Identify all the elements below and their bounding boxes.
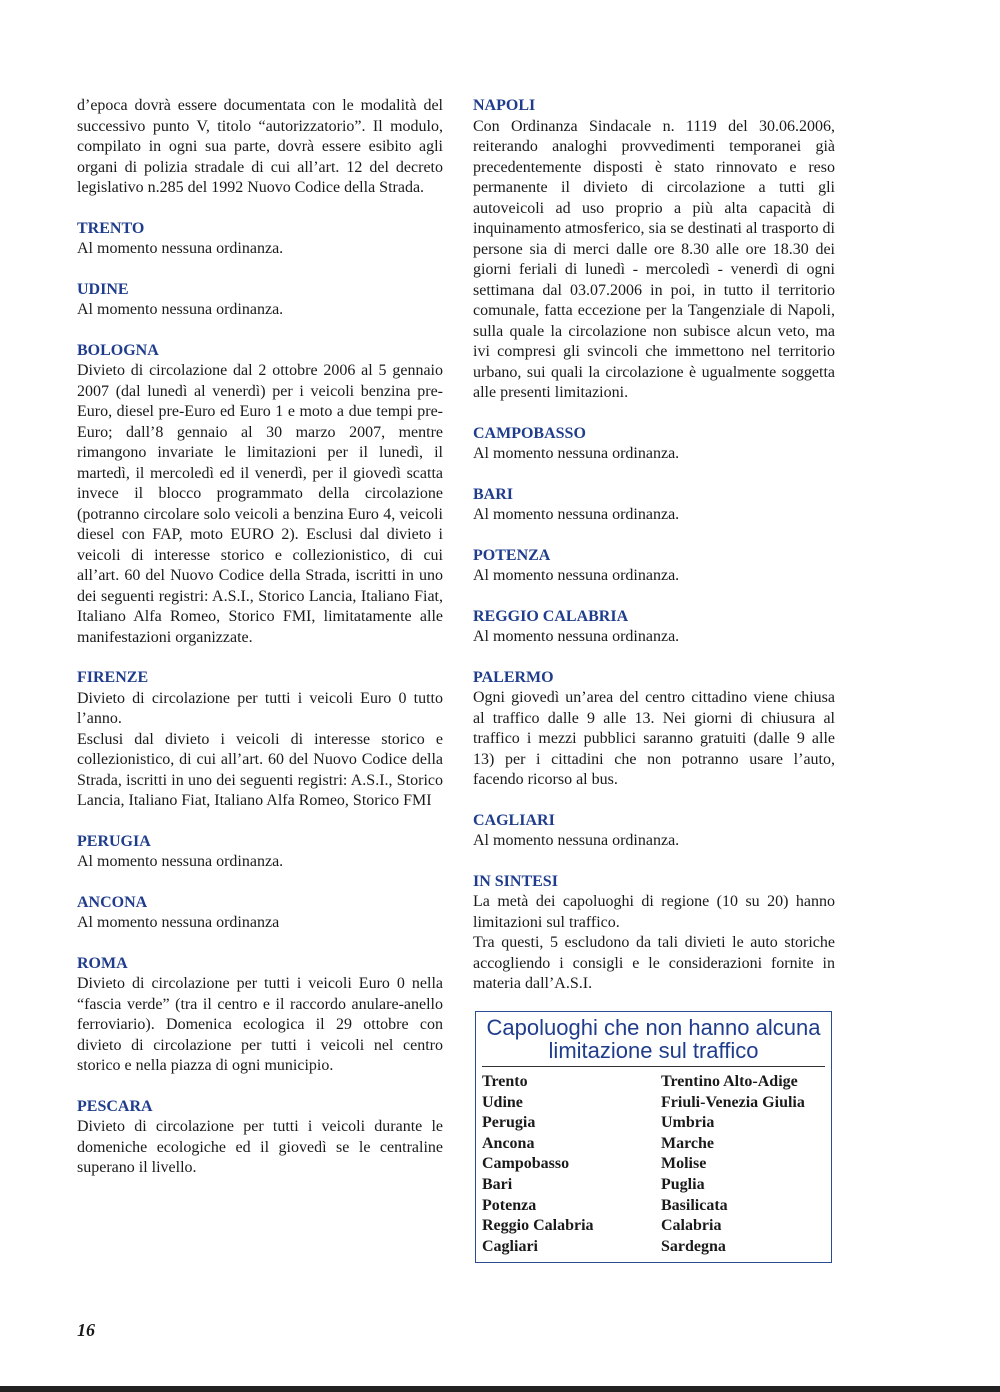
section-heading: UDINE <box>77 280 129 298</box>
section-heading: CAMPOBASSO <box>473 424 586 442</box>
section-heading: BOLOGNA <box>77 341 159 359</box>
summary-box-divider <box>482 1066 825 1067</box>
section-paragraph: Al momento nessuna ordinanza. <box>473 506 680 523</box>
section-in-sintesi <box>473 872 835 995</box>
section-paragraph: Al momento nessuna ordinanza. <box>77 853 284 870</box>
summary-box <box>475 1011 832 1263</box>
section-potenza <box>473 546 835 587</box>
section-heading: NAPOLI <box>473 97 536 114</box>
left-sections <box>77 219 443 1179</box>
summary-region: Molise <box>661 1155 707 1173</box>
section-paragraph: Al momento nessuna ordinanza. <box>473 832 680 849</box>
section-heading: REGGIO CALABRIA <box>473 607 629 625</box>
summary-region: Trentino Alto-Adige <box>661 1073 798 1090</box>
section-paragraph: Al momento nessuna ordinanza. <box>473 567 680 584</box>
summary-city: Perugia <box>482 1114 536 1132</box>
summary-city: Ancona <box>482 1134 535 1152</box>
summary-box-title-line1: Capoluoghi che non hanno alcuna <box>486 1015 821 1040</box>
section-paragraph: Divieto di circolazione per tutti i veicoli Euro 0 nella “fascia verde” (tra il centro e il raccordo anulare-anello ferroviario). Domenica ecologica il 29 ottobre con divieto di circolazione per tutti i veicoli nel centro storico e nella piazza di ogni municipio. <box>77 975 443 1074</box>
section-heading: BARI <box>473 485 514 503</box>
section-paragraph: Al momento nessuna ordinanza <box>77 914 280 931</box>
section-heading: PESCARA <box>77 1097 153 1115</box>
section-paragraph: Al momento nessuna ordinanza. <box>473 628 680 645</box>
section-paragraph: Al momento nessuna ordinanza. <box>473 445 680 462</box>
section-heading: FIRENZE <box>77 669 149 686</box>
section-firenze <box>77 668 443 812</box>
section-bologna <box>77 341 443 649</box>
section-cagliari <box>473 811 835 852</box>
section-paragraph: Ogni giovedì un’area del centro cittadino viene chiusa al traffico dalle 9 alle 13. Nei giorni di chiusura al traffico i mezzi pubblici saranno gratuiti (dalle 9 alle 13) per i cittadini che non potranno usare l’auto, facendo ricorso al bus. <box>473 689 835 788</box>
section-perugia <box>77 832 443 873</box>
summary-region: Basilicata <box>661 1196 728 1214</box>
summary-region: Umbria <box>661 1114 715 1132</box>
section-heading: CAGLIARI <box>473 811 555 829</box>
section-ancona <box>77 893 443 934</box>
section-napoli <box>473 96 835 404</box>
section-paragraph: Divieto di circolazione per tutti i veicoli Euro 0 tutto l’anno. <box>77 689 443 727</box>
left-column <box>77 96 443 1199</box>
section-pescara <box>77 1097 443 1179</box>
section-heading: PALERMO <box>473 668 554 686</box>
summary-city: Reggio Calabria <box>482 1217 594 1235</box>
summary-region: Puglia <box>661 1175 705 1193</box>
right-sections <box>473 96 835 995</box>
right-column <box>473 96 835 1015</box>
section-trento <box>77 219 443 260</box>
section-paragraph: Tra questi, 5 escludono da tali divieti le auto storiche accogliendo i consigli e le considerazioni fornite in materia dall’A.S.I. <box>473 934 835 992</box>
section-heading: ROMA <box>77 954 128 972</box>
summary-region: Friuli-Venezia Giulia <box>661 1093 805 1111</box>
summary-region: Sardegna <box>661 1237 726 1255</box>
section-heading: ANCONA <box>77 893 148 911</box>
section-campobasso <box>473 424 835 465</box>
section-paragraph: Con Ordinanza Sindacale n. 1119 del 30.06.2006, reiterando analoghi provvedimenti temporanei già precedentemente disposti è stato rinnovato e reso permanente il divieto di circolazione a tutti gli autoveicoli ad uso proprio a più alta capacità di inquinamento atmosferico, sia se destinati al trasporto di persone sia di merci dalle ore 8.30 alle ore 18.30 dei giorni feriali di lunedì - mercoledì - venerdì di ogni settimana dal 03.07.2006 in poi, in tutto il territorio comunale, fatta eccezione per la Tangenziale di Napoli, sulla quale la circolazione non subisce alcun veto, ma ivi compresi gli svincoli che immettono nel territorio urbano, sui quali la circolazione è ugualmente soggetta alle presenti limitazioni. <box>473 117 835 401</box>
bottom-border <box>0 1386 1000 1392</box>
summary-city: Cagliari <box>482 1237 538 1255</box>
section-roma <box>77 954 443 1077</box>
section-heading: PERUGIA <box>77 832 151 850</box>
summary-region: Marche <box>661 1134 715 1152</box>
section-palermo <box>473 668 835 791</box>
section-heading: TRENTO <box>77 219 145 237</box>
section-paragraph: La metà dei capoluoghi di regione (10 su 20) hanno limitazioni sul traffico. <box>473 893 835 931</box>
section-udine <box>77 280 443 321</box>
section-paragraph: Al momento nessuna ordinanza. <box>77 240 284 257</box>
summary-city: Bari <box>482 1175 513 1193</box>
section-paragraph: Divieto di circolazione per tutti i veicoli durante le domeniche ecologiche ed il giovedì se le centraline superano il livello. <box>77 1118 443 1176</box>
summary-box-cities <box>482 1072 594 1257</box>
summary-box-title <box>476 1016 831 1062</box>
section-paragraph: Al momento nessuna ordinanza. <box>77 301 284 318</box>
section-paragraph: Esclusi dal divieto i veicoli di interesse storico e collezionistico, di cui all’art. 60 del Nuovo Codice della Strada, iscritti in uno dei seguenti registri: A.S.I., Storico Lancia, Italiano Fiat, Italiano Alfa Romeo, Storico FMI <box>77 730 443 809</box>
summary-box-regions <box>661 1072 805 1257</box>
section-heading: IN SINTESI <box>473 872 558 890</box>
summary-box-title-line2: limitazione sul traffico <box>548 1038 759 1063</box>
section-heading: POTENZA <box>473 546 551 564</box>
section-paragraph: Divieto di circolazione dal 2 ottobre 2006 al 5 gennaio 2007 (dal lunedì al venerdì) per i veicoli benzina pre-Euro, diesel pre-Euro ed Euro 1 e moto a due tempi pre-Euro; dall’8 gennaio al 30 marzo 2007, mentre rimangono invariate le limitazioni per il lunedì, il martedì, il mercoledì ed il venerdì, per il giovedì scatta invece il blocco programmato della circolazione (potranno circolare solo veicoli a benzina Euro 4, veicoli diesel con FAP, moto EURO 2). Esclusi dal divieto i veicoli di interesse storico e collezionistico, di cui all’art. 60 del Nuovo Codice della Strada, iscritti in uno dei seguenti registri: A.S.I., Storico Lancia, Italiano Fiat, Italiano Alfa Romeo, Storico FMI, limitatamente alle manifestazioni organizzate. <box>77 362 443 646</box>
page-number: 16 <box>77 1320 95 1340</box>
intro-paragraph: d’epoca dovrà essere documentata con le modalità del successivo punto V, titolo “autorizzatorio”. Il modulo, compilato in ogni sua parte, dovrà essere esibito agli organi di polizia stradale di cui all’art. 12 del decreto legislativo n.285 del 1992 Nuovo Codice della Strada. <box>77 97 443 196</box>
summary-city: Campobasso <box>482 1155 570 1173</box>
summary-city: Potenza <box>482 1196 537 1214</box>
section-reggio-calabria <box>473 607 835 648</box>
summary-region: Calabria <box>661 1217 722 1235</box>
summary-city: Udine <box>482 1093 523 1111</box>
summary-city: Trento <box>482 1073 528 1090</box>
section-bari <box>473 485 835 526</box>
